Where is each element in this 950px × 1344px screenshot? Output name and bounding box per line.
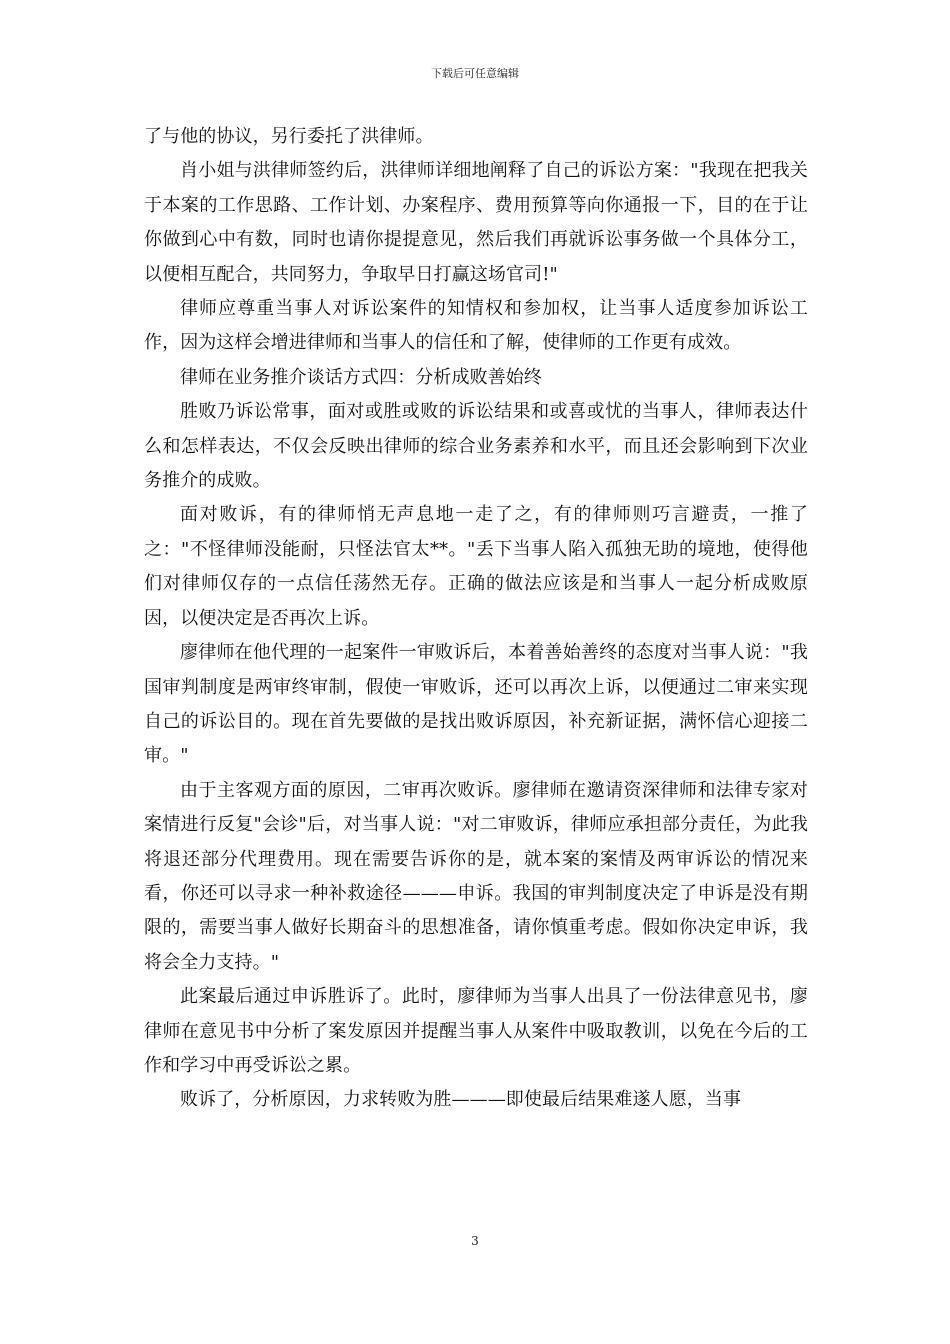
paragraph-10: 败诉了，分析原因，力求转败为胜———即使最后结果难遂人愿，当事 (180, 1089, 742, 1111)
paragraph-5: 胜败乃诉讼常事，面对或胜或败的诉讼结果和或喜或忧的当事人，律师表达什么和怎样表达，不仅会反映出律师的综合业务素养和水平，而且还会影响到下次业务推介的成败。 (144, 401, 808, 492)
section-heading: 律师在业务推介谈话方式四：分析成败善始终 (180, 366, 542, 388)
paragraph-8: 由于主客观方面的原因，二审再次败诉。廖律师在邀请资深律师和法律专家对案情进行反复"会诊"后，对当事人说："对二审败诉，律师应承担部分责任，为此我将退还部分代理费用。现在需要告诉你的是，就本案的案情及两审诉讼的情况来看，你还可以寻求一种补救途径———申诉。我国的审判制度决定了申诉是没有期限的，需要当事人做好长期奋斗的思想准备，请你慎重考虑。假如你决定申诉，我将会全力支持。" (144, 779, 808, 973)
paragraph-2: 肖小姐与洪律师签约后，洪律师详细地阐释了自己的诉讼方案："我现在把我关于本案的工作思路、工作计划、办案程序、费用预算等向你通报一下，目的在于让你做到心中有数，同时也请你提提意见，然后我们再就诉讼事务做一个具体分工，以便相互配合，共同努力，争取早日打赢这场官司!" (144, 160, 808, 285)
paragraph-3: 律师应尊重当事人对诉讼案件的知情权和参加权，让当事人适度参加诉讼工作，因为这样会增进律师和当事人的信任和了解，使律师的工作更有成效。 (144, 298, 808, 354)
paragraph-9: 此案最后通过申诉胜诉了。此时，廖律师为当事人出具了一份法律意见书，廖律师在意见书中分析了案发原因并提醒当事人从案件中吸取教训，以免在今后的工作和学习中再受诉讼之累。 (144, 986, 808, 1076)
paragraph-1: 了与他的协议，另行委托了洪律师。 (144, 126, 434, 147)
page-number: 3 (471, 1234, 479, 1248)
document-body (144, 120, 808, 1118)
paragraph-7: 廖律师在他代理的一起案件一审败诉后，本着善始善终的态度对当事人说："我国审判制度是两审终审制，假使一审败诉，还可以再次上诉，以便通过二审来实现自己的诉讼目的。现在首先要做的是找出败诉原因，补充新证据，满怀信心迎接二审。" (144, 642, 808, 767)
paragraph-6: 面对败诉，有的律师悄无声息地一走了之，有的律师则巧言避责，一推了之："不怪律师没能耐，只怪法官太**。"丢下当事人陷入孤独无助的境地，使得他们对律师仅存的一点信任荡然无存。正确的做法应该是和当事人一起分析成败原因，以便决定是否再次上诉。 (144, 504, 808, 629)
page-header: 下载后可任意编辑 (431, 67, 519, 80)
